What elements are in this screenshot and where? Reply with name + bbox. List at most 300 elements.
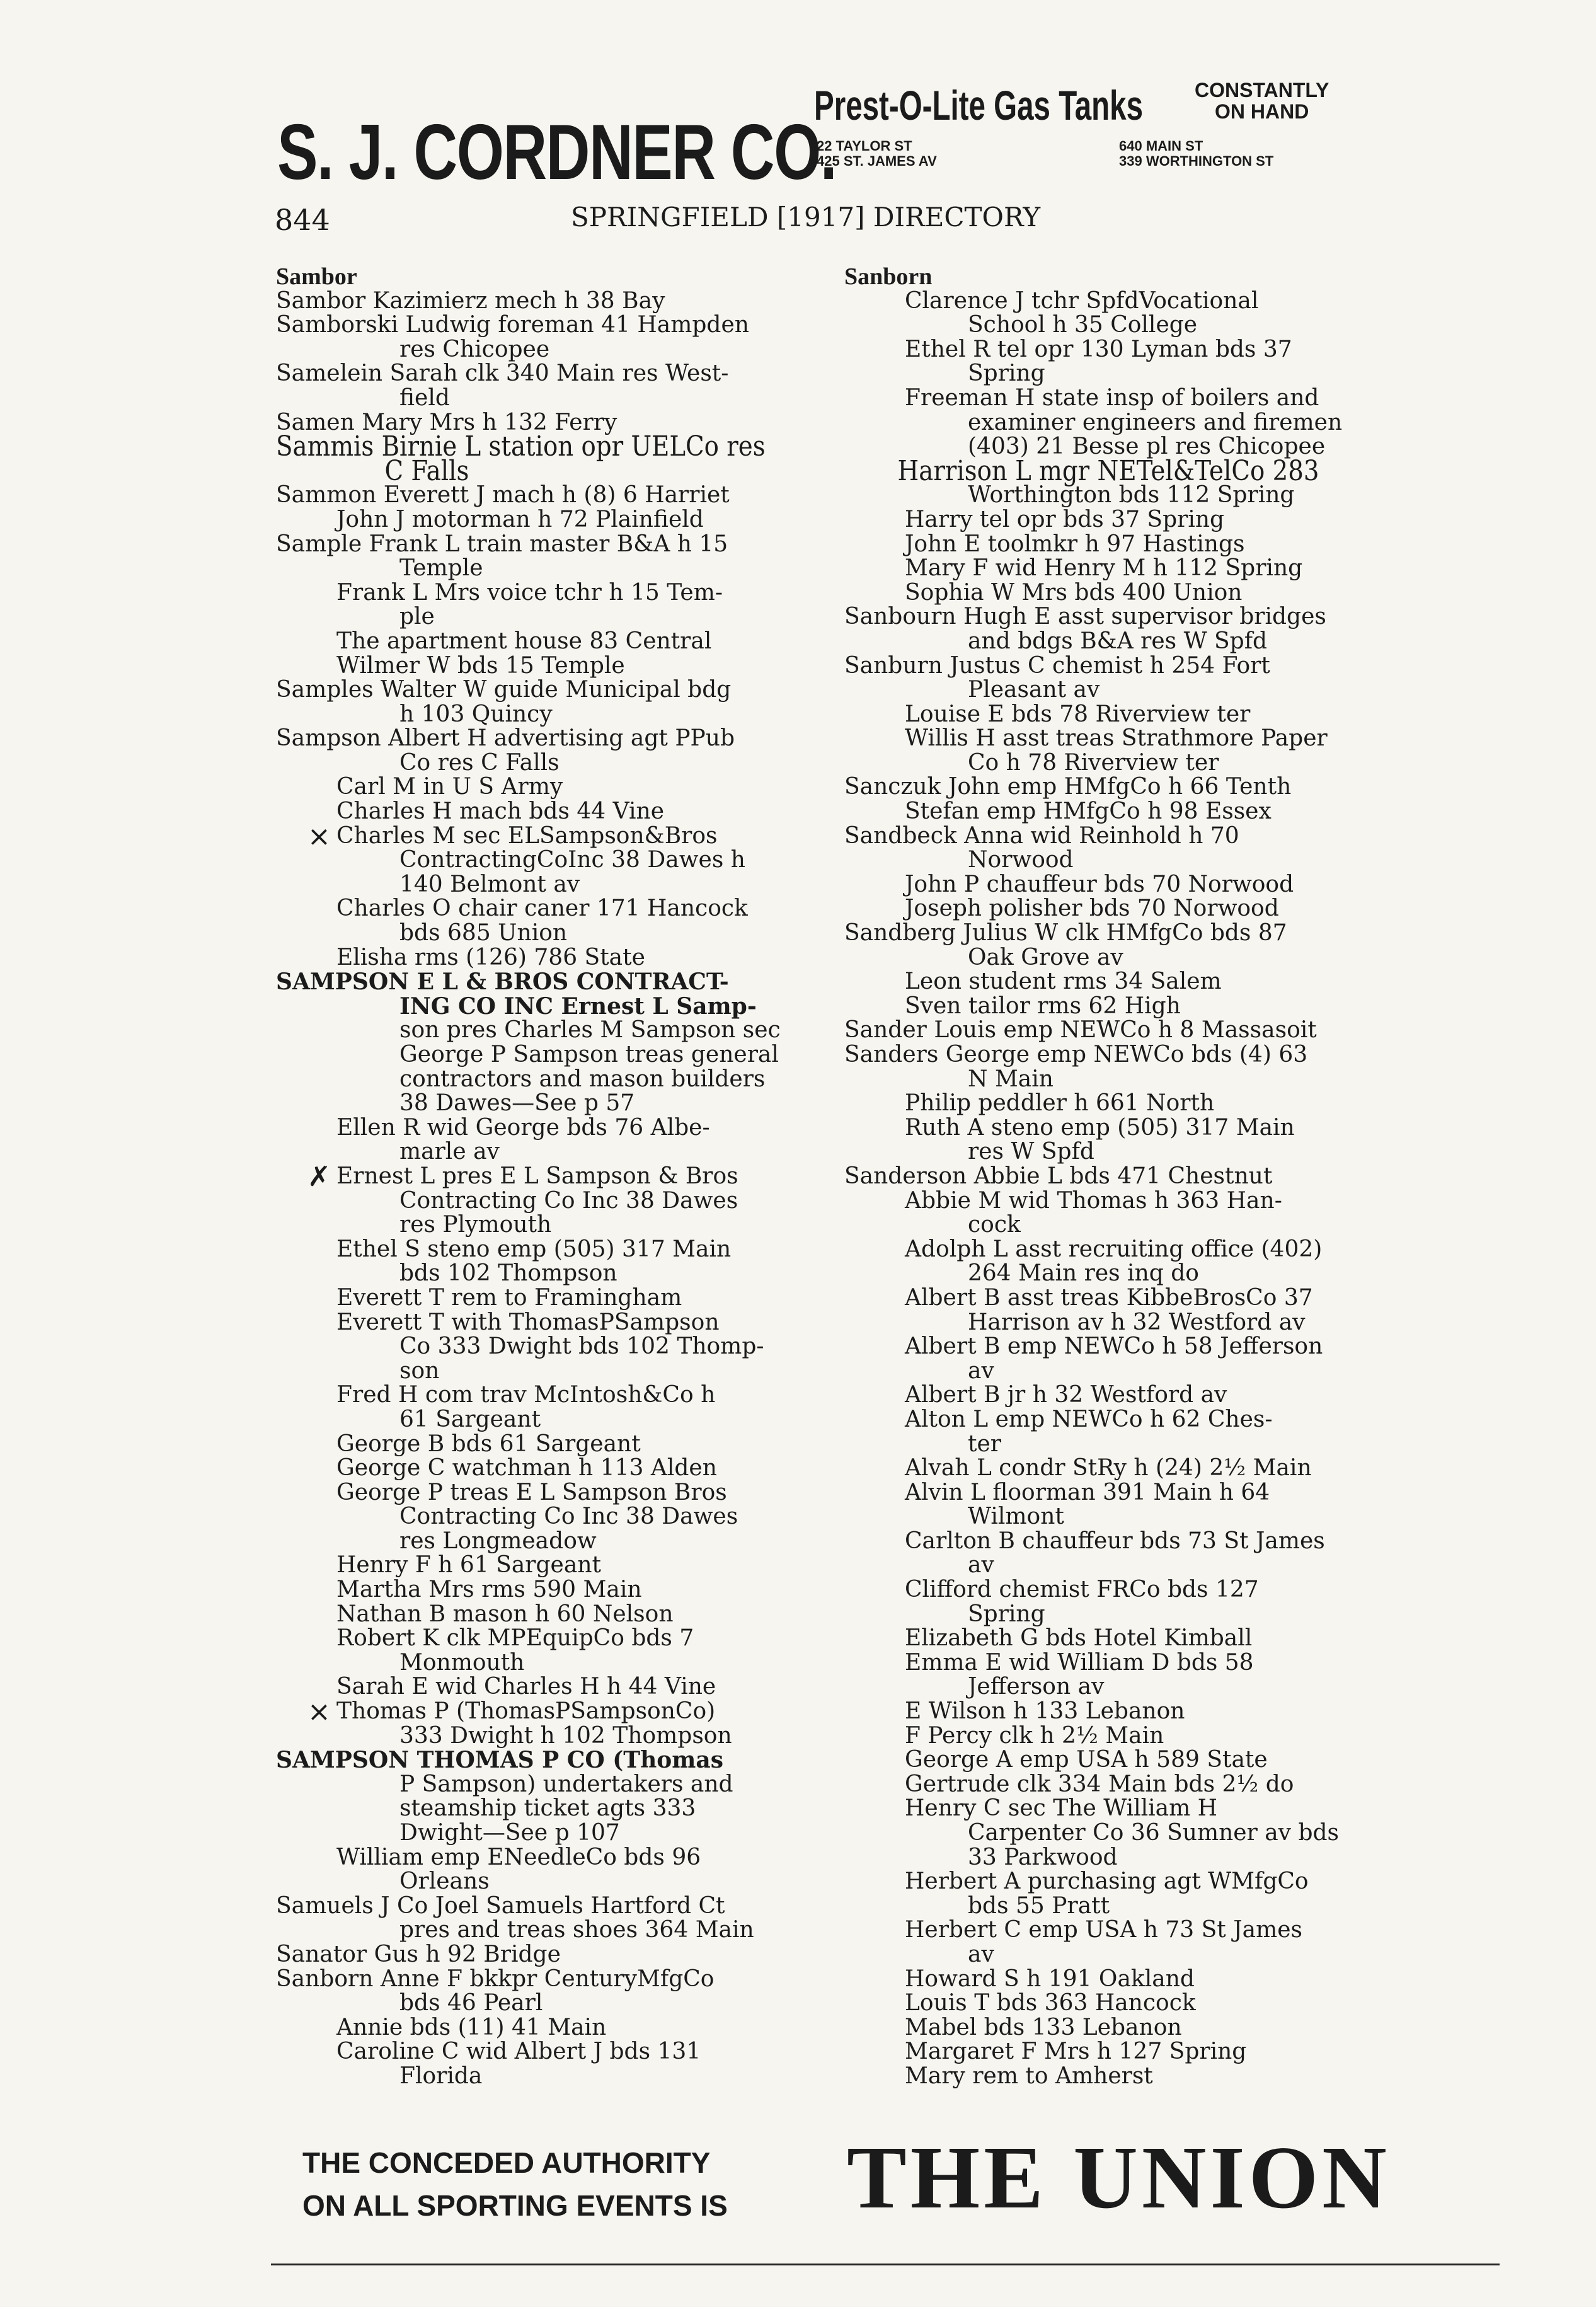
entry-text: Abbie M wid Thomas h 363 Han- (905, 1187, 1282, 1214)
directory-entry (276, 678, 818, 703)
entry-text: Fred H com trav McIntosh&Co h (336, 1382, 716, 1408)
directory-entry (276, 1286, 818, 1311)
entry-text: av (968, 1357, 994, 1384)
entry-text: son pres Charles M Sampson sec (399, 1017, 781, 1044)
entry-text: Co res C Falls (399, 749, 560, 776)
entry-text: Adolph L asst recruiting office (402) (905, 1236, 1323, 1262)
directory-entry (276, 1991, 818, 2016)
directory-entry (276, 1578, 818, 1602)
directory-entry (276, 1091, 818, 1116)
entry-text: Henry C sec The William H (905, 1795, 1218, 1822)
directory-entry (276, 1553, 818, 1578)
directory-entry (276, 1018, 818, 1043)
stock-notice (1195, 79, 1329, 122)
directory-entry (276, 1918, 818, 1943)
entry-text: Mary F wid Henry M h 112 Spring (905, 555, 1303, 582)
directory-entry (844, 1797, 1386, 1821)
advertiser-addresses-right (1119, 139, 1273, 169)
directory-entry (844, 1870, 1386, 1894)
entry-text: Albert B emp NEWCo h 58 Jefferson (905, 1333, 1323, 1360)
directory-entry (276, 1383, 818, 1408)
directory-entry (844, 2064, 1386, 2089)
directory-entry (844, 1991, 1386, 2016)
entry-text: George P Sampson treas general (399, 1042, 779, 1067)
handwritten-mark-icon: × (307, 1696, 331, 1729)
entry-text: Oak Grove av (968, 944, 1123, 970)
directory-entry (844, 1456, 1386, 1481)
directory-entry (276, 1797, 818, 1821)
directory-entry (844, 1700, 1386, 1724)
entry-text: Alvah L condr StRy h (24) 2½ Main (905, 1455, 1312, 1481)
directory-entry (276, 1140, 818, 1165)
directory-entry (276, 1213, 818, 1238)
entry-text: Clarence J tchr SpfdVocational (905, 287, 1259, 314)
directory-entry (276, 556, 818, 581)
entry-text: Stefan emp HMfgCo h 98 Essex (905, 798, 1272, 825)
entry-text: George C watchman h 113 Alden (336, 1455, 717, 1481)
entry-text: field (399, 384, 450, 411)
entry-text: Samen Mary Mrs h 132 Ferry (276, 409, 617, 435)
directory-entry (844, 362, 1386, 386)
entry-text: Sambor (276, 263, 357, 290)
entry-text: Elizabeth G bds Hotel Kimball (905, 1625, 1253, 1652)
directory-entry (276, 946, 818, 970)
directory-entry (276, 630, 818, 654)
directory-entry (276, 1870, 818, 1894)
header-advertisement (277, 76, 1374, 196)
directory-entry (276, 1943, 818, 1967)
directory-entry (844, 751, 1386, 776)
directory-entry (276, 1626, 818, 1651)
handwritten-mark-icon: × (307, 820, 331, 853)
directory-entry (844, 532, 1386, 557)
directory-entry (276, 1696, 818, 1729)
directory-entry (844, 1651, 1386, 1676)
directory-entry (276, 897, 818, 921)
entry-text: John E toolmkr h 97 Hastings (905, 531, 1245, 557)
directory-entry (276, 800, 818, 824)
directory-entry (844, 338, 1386, 362)
entry-text: Charles H mach bds 44 Vine (336, 798, 664, 825)
directory-entry (276, 1408, 818, 1432)
entry-text: Louise E bds 78 Riverview ter (905, 701, 1251, 727)
footer-ad-tagline (302, 2141, 728, 2227)
address-line: 339 WORTHINGTON ST (1119, 153, 1274, 169)
directory-entry (844, 1091, 1386, 1116)
entry-text: Harry tel opr bds 37 Spring (905, 506, 1225, 532)
bottom-rule (271, 2264, 1500, 2265)
entry-text: Frank L Mrs voice tchr h 15 Tem- (336, 579, 723, 606)
directory-entry (276, 1359, 818, 1384)
entry-text: Temple (399, 555, 483, 582)
directory-entry (844, 1748, 1386, 1773)
directory-entry (276, 1505, 818, 1529)
directory-entry (844, 1894, 1386, 1919)
entry-text: Norwood (968, 847, 1074, 873)
directory-entry (276, 820, 818, 853)
directory-entry (844, 411, 1386, 435)
directory-entry (276, 362, 818, 386)
directory-entry (276, 1846, 818, 1870)
section-header (276, 265, 818, 289)
entry-text: Alvin L floorman 391 Main h 64 (905, 1479, 1270, 1505)
entry-text: Samelein Sarah clk 340 Main res West- (276, 360, 729, 387)
directory-entry (276, 751, 818, 776)
entry-text: John P chauffeur bds 70 Norwood (905, 871, 1294, 897)
directory-entry (844, 1578, 1386, 1602)
directory-entry (844, 2016, 1386, 2040)
footer-ad-line1: THE CONCEDED AUTHORITY (302, 2146, 711, 2179)
entry-text: Sander Louis emp NEWCo h 8 Massasoit (844, 1017, 1317, 1044)
entry-text: 333 Dwight h 102 Thompson (399, 1722, 732, 1749)
entry-text: Ernest L pres E L Sampson & Bros (336, 1163, 738, 1189)
directory-entry (276, 1043, 818, 1067)
footer-ad-line2: ON ALL SPORTING EVENTS IS (302, 2189, 728, 2222)
directory-entry (276, 1481, 818, 1505)
directory-entry (844, 1359, 1386, 1384)
directory-entry (276, 994, 818, 1019)
entry-text: Spring (968, 360, 1045, 387)
entry-text: av (968, 1552, 994, 1579)
entry-text: bds 102 Thompson (399, 1260, 617, 1287)
directory-entry (276, 1675, 818, 1700)
entry-text: The apartment house 83 Central (336, 628, 712, 654)
directory-entry (844, 824, 1386, 849)
directory-entry (276, 1238, 818, 1262)
entry-text: Samuels J Co Joel Samuels Hartford Ct (276, 1892, 725, 1919)
entry-text: Ruth A steno emp (505) 317 Main (905, 1114, 1295, 1141)
directory-entry (276, 1262, 818, 1286)
entry-text: Carl M in U S Army (336, 774, 563, 800)
footer-ad-newspaper-name: THE UNION (847, 2127, 1391, 2227)
entry-text: Nathan B mason h 60 Nelson (336, 1601, 674, 1627)
left-column (276, 265, 818, 2089)
entry-text: Margaret F Mrs h 127 Spring (905, 2039, 1247, 2065)
directory-entry (844, 630, 1386, 654)
entry-text: res Plymouth (399, 1212, 552, 1238)
directory-entry (844, 1238, 1386, 1262)
entry-text: Albert B asst treas KibbeBrosCo 37 (905, 1284, 1313, 1311)
entry-text: N Main (968, 1066, 1053, 1092)
address-line: 425 ST. JAMES AV (817, 153, 937, 169)
entry-text: Sammis Birnie L station opr UELCo res (276, 430, 766, 463)
entry-text: (403) 21 Besse pl res Chicopee (968, 434, 1326, 460)
entry-text: Samples Walter W guide Municipal bdg (276, 677, 732, 703)
directory-entry (844, 1626, 1386, 1651)
directory-entry (276, 581, 818, 606)
directory-entry (276, 2064, 818, 2089)
entry-text: Willis H asst treas Strathmore Paper (905, 725, 1328, 752)
directory-entry (276, 338, 818, 362)
directory-entry (844, 508, 1386, 532)
advertiser-addresses-left (817, 139, 937, 169)
directory-entry (276, 1773, 818, 1797)
section-header (844, 265, 1386, 289)
entry-text: contractors and mason builders (399, 1066, 766, 1092)
directory-entry (276, 1967, 818, 1992)
entry-text: ContractingCoInc 38 Dawes h (399, 847, 745, 873)
entry-text: and bdgs B&A res W Spfd (968, 628, 1268, 654)
directory-entry (844, 703, 1386, 727)
entry-text: Sample Frank L train master B&A h 15 (276, 531, 728, 557)
entry-text: Sanburn Justus C chemist h 254 Fort (844, 652, 1270, 679)
directory-entry (276, 386, 818, 411)
entry-text: Contracting Co Inc 38 Dawes (399, 1504, 738, 1530)
entry-text: Ellen R wid George bds 76 Albe- (336, 1114, 710, 1141)
directory-entry (844, 1286, 1386, 1311)
directory-entry (844, 848, 1386, 873)
directory-entry (844, 1602, 1386, 1627)
entry-text: Everett T rem to Framingham (336, 1284, 682, 1311)
directory-entry (844, 873, 1386, 897)
entry-text: Orleans (399, 1868, 490, 1895)
directory-entry (844, 1140, 1386, 1165)
directory-entry (844, 775, 1386, 800)
entry-text: Thomas P (ThomasPSampsonCo) (336, 1698, 716, 1725)
directory-entry (844, 313, 1386, 338)
entry-text: av (968, 1941, 994, 1967)
directory-entry (276, 289, 818, 314)
entry-text: Harrison av h 32 Westford av (968, 1309, 1306, 1335)
directory-entry (276, 1189, 818, 1214)
entry-text: C Falls (384, 454, 469, 487)
directory-entry (844, 1165, 1386, 1189)
directory-entry (276, 1894, 818, 1919)
entry-text: Annie bds (11) 41 Main (336, 2014, 607, 2040)
entry-text: Mary rem to Amherst (905, 2062, 1153, 2089)
directory-entry (276, 1456, 818, 1481)
entry-text: Henry F h 61 Sargeant (336, 1552, 601, 1579)
entry-text: son (399, 1357, 440, 1384)
entry-text: Charles O chair caner 171 Hancock (336, 895, 748, 922)
directory-entry (276, 873, 818, 897)
directory-entry (276, 508, 818, 532)
directory-entry (276, 2040, 818, 2064)
directory-entry (844, 1432, 1386, 1457)
entry-text: Ethel R tel opr 130 Lyman bds 37 (905, 336, 1292, 362)
entry-text: Worthington bds 112 Spring (968, 482, 1295, 509)
directory-entry (276, 1067, 818, 1092)
directory-entry (844, 897, 1386, 921)
advertiser-name: S. J. CORDNER CO. (277, 109, 837, 196)
directory-entry (276, 1602, 818, 1627)
directory-entry (844, 1918, 1386, 1943)
entry-text: Sanders George emp NEWCo bds (4) 63 (844, 1042, 1308, 1067)
directory-entry (844, 1943, 1386, 1967)
directory-entry (276, 921, 818, 946)
entry-text: Sanbourn Hugh E asst supervisor bridges (844, 604, 1326, 630)
directory-entry (844, 1773, 1386, 1797)
entry-text: Sanborn (844, 263, 933, 290)
entry-text: P Sampson) undertakers and (399, 1771, 733, 1797)
entry-text: ple (399, 604, 435, 630)
directory-entry (844, 1043, 1386, 1067)
directory-entry (276, 483, 818, 508)
directory-entry (276, 703, 818, 727)
directory-entry (276, 454, 753, 487)
entry-text: Spring (968, 1601, 1045, 1627)
directory-entry (844, 1675, 1386, 1700)
entry-text: Pleasant av (968, 677, 1100, 703)
entry-text: Sambor Kazimierz mech h 38 Bay (276, 287, 665, 314)
entry-text: Sanborn Anne F bkkpr CenturyMfgCo (276, 1965, 715, 1992)
entry-text: Carlton B chauffeur bds 73 St James (905, 1527, 1325, 1554)
address-line: 22 TAYLOR ST (817, 138, 912, 154)
entry-text: F Percy clk h 2½ Main (905, 1722, 1164, 1749)
entry-text: res W Spfd (968, 1139, 1094, 1165)
entry-text: Sammon Everett J mach h (8) 6 Harriet (276, 482, 730, 509)
directory-entry (844, 946, 1386, 970)
entry-text: Leon student rms 34 Salem (905, 969, 1222, 995)
entry-text: Joseph polisher bds 70 Norwood (905, 895, 1279, 922)
entry-text: Caroline C wid Albert J bds 131 (336, 2039, 701, 2065)
entry-text: Philip peddler h 661 North (905, 1090, 1215, 1117)
directory-entry (844, 970, 1386, 994)
directory-entry (844, 1846, 1386, 1870)
directory-entry (844, 289, 1386, 314)
entry-text: ter (968, 1430, 1001, 1457)
entry-text: Samborski Ludwig foreman 41 Hampden (276, 312, 749, 338)
directory-entry (844, 483, 1386, 508)
directory-entry (276, 532, 818, 557)
directory-entry (844, 1116, 1386, 1141)
entry-text: Herbert C emp USA h 73 St James (905, 1917, 1303, 1943)
entry-text: George B bds 61 Sargeant (336, 1430, 641, 1457)
entry-text: Sandbeck Anna wid Reinhold h 70 (844, 822, 1239, 849)
entry-text: SAMPSON THOMAS P CO (Thomas (276, 1747, 723, 1774)
directory-entry (276, 1116, 818, 1141)
directory-entry (844, 727, 1386, 751)
entry-text: ING CO INC Ernest L Samp- (399, 992, 757, 1020)
directory-entry (844, 1553, 1386, 1578)
entry-text: George A emp USA h 589 State (905, 1747, 1268, 1773)
entry-text: 140 Belmont av (399, 871, 580, 897)
directory-entry (844, 1189, 1386, 1214)
entry-text: Monmouth (399, 1649, 525, 1676)
entry-text: res Chicopee (399, 336, 550, 362)
entry-text: Sandberg Julius W clk HMfgCo bds 87 (844, 920, 1287, 946)
entry-text: h 103 Quincy (399, 701, 553, 727)
directory-entry (276, 1335, 818, 1359)
entry-text: Wilmont (968, 1504, 1064, 1530)
entry-text: Wilmer W bds 15 Temple (336, 652, 625, 679)
entry-text: 61 Sargeant (399, 1406, 541, 1432)
entry-text: Sophia W Mrs bds 400 Union (905, 579, 1243, 606)
directory-entry (276, 727, 818, 751)
directory-entry (844, 581, 1386, 606)
directory-entry (844, 654, 1386, 679)
entry-text: Gertrude clk 334 Main bds 2½ do (905, 1771, 1294, 1797)
entry-text: Sanator Gus h 92 Bridge (276, 1941, 561, 1967)
entry-text: Dwight—See p 107 (399, 1820, 620, 1846)
entry-text: Jefferson av (968, 1674, 1105, 1700)
directory-entry (276, 654, 818, 679)
entry-text: Florida (399, 2062, 483, 2089)
right-column (844, 265, 1386, 2089)
entry-text: Contracting Co Inc 38 Dawes (399, 1187, 738, 1214)
entry-text: res Longmeadow (399, 1527, 597, 1554)
directory-entry (276, 848, 818, 873)
entry-text: Albert B jr h 32 Westford av (905, 1382, 1227, 1408)
directory-entry (276, 1160, 818, 1193)
directory-entry (844, 1505, 1386, 1529)
advertised-product: Prest-O-Lite Gas Tanks (814, 82, 1144, 129)
page-number: 844 (275, 203, 330, 237)
directory-entry (844, 921, 1386, 946)
directory-entry (844, 1311, 1386, 1335)
entry-text: School h 35 College (968, 312, 1198, 338)
entry-text: Freeman H state insp of boilers and (905, 384, 1319, 411)
directory-entry (276, 1529, 818, 1554)
entry-text: E Wilson h 133 Lebanon (905, 1698, 1185, 1725)
directory-entry (844, 556, 1386, 581)
directory-entry (844, 1335, 1386, 1359)
directory-entry (844, 2040, 1386, 2064)
directory-entry (844, 1018, 1386, 1043)
entry-text: Co h 78 Riverview ter (968, 749, 1219, 776)
directory-entry (276, 1724, 818, 1749)
entry-text: Clifford chemist FRCo bds 127 (905, 1577, 1259, 1603)
entry-text: John J motorman h 72 Plainfield (336, 506, 704, 532)
directory-entry (276, 430, 766, 463)
entry-text: Louis T bds 363 Hancock (905, 1990, 1196, 2016)
directory-entry (844, 800, 1386, 824)
directory-entry (844, 1967, 1386, 1992)
directory-entry (844, 1383, 1386, 1408)
directory-entry (276, 2016, 818, 2040)
entry-text: Everett T with ThomasPSampson (336, 1309, 720, 1335)
entry-text: steamship ticket agts 333 (399, 1795, 696, 1822)
directory-entry (844, 1213, 1386, 1238)
entry-text: pres and treas shoes 364 Main (399, 1917, 754, 1943)
stock-notice-line2: ON HAND (1215, 100, 1309, 123)
directory-entry (276, 605, 818, 630)
directory-entry (276, 1651, 818, 1676)
entry-text: Howard S h 191 Oakland (905, 1965, 1195, 1992)
entry-text: Sarah E wid Charles H h 44 Vine (336, 1674, 716, 1700)
entry-text: Robert K clk MPEquipCo bds 7 (336, 1625, 694, 1652)
entry-text: Elisha rms (126) 786 State (336, 944, 645, 970)
directory-entry (844, 1262, 1386, 1286)
directory-entry (276, 1821, 818, 1846)
entry-text: cock (968, 1212, 1021, 1238)
entry-text: 264 Main res inq do (968, 1260, 1199, 1287)
running-head: SPRINGFIELD [1917] DIRECTORY (571, 202, 1041, 233)
directory-entry (276, 1748, 818, 1773)
entry-text: bds 685 Union (399, 920, 568, 946)
directory-entry (844, 1481, 1386, 1505)
entry-text: Co 333 Dwight bds 102 Thomp- (399, 1333, 764, 1360)
directory-entry (276, 1432, 818, 1457)
handwritten-mark-icon: ✗ (307, 1160, 331, 1193)
directory-entry (844, 605, 1386, 630)
entry-text: Herbert A purchasing agt WMfgCo (905, 1868, 1309, 1895)
entry-text: marle av (399, 1139, 500, 1165)
entry-text: examiner engineers and firemen (968, 409, 1343, 435)
directory-entry (844, 386, 1386, 411)
directory-entry (844, 1821, 1386, 1846)
entry-text: William emp ENeedleCo bds 96 (336, 1844, 701, 1870)
entry-text: Alton L emp NEWCo h 62 Ches- (905, 1406, 1273, 1432)
entry-text: Ethel S steno emp (505) 317 Main (336, 1236, 732, 1262)
entry-text: Sampson Albert H advertising agt PPub (276, 725, 735, 752)
address-line: 640 MAIN ST (1119, 138, 1203, 154)
directory-entry (276, 970, 818, 994)
entry-text: 38 Dawes—See p 57 (399, 1090, 635, 1117)
entry-text: bds 55 Pratt (968, 1892, 1110, 1919)
entry-text: Charles M sec ELSampson&Bros (336, 822, 718, 849)
entry-text: Sven tailor rms 62 High (905, 992, 1181, 1019)
